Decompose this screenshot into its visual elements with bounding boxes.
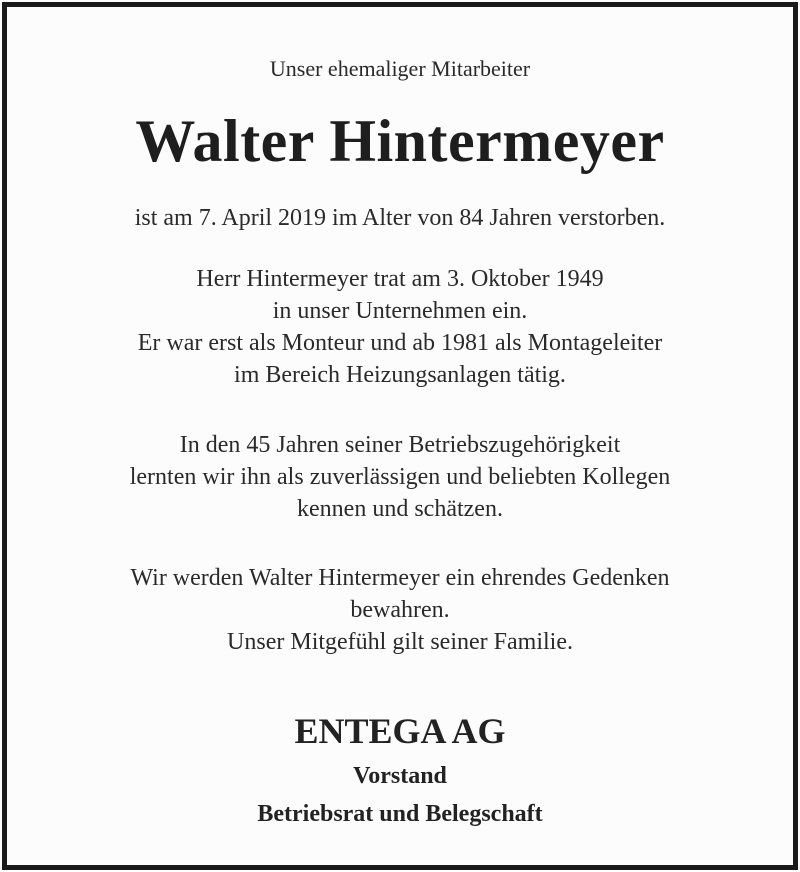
career-line: Er war erst als Monteur und ab 1981 als Montageleiter [137,330,663,356]
tribute-paragraph [7,429,793,525]
tribute-line: In den 45 Jahren seiner Betriebszugehörigkeit [179,432,621,458]
career-line: Herr Hintermeyer trat am 3. Oktober 1949 [196,266,604,292]
company-name: ENTEGA AG [294,711,506,751]
signatory-board: Vorstand [353,763,447,789]
career-line: in unser Unternehmen ein. [272,298,528,324]
death-announcement: ist am 7. April 2019 im Alter von 84 Jahren verstorben. [134,205,666,231]
tribute-line: kennen und schätzen. [297,496,503,522]
intro-line: Unser ehemaliger Mitarbeiter [269,56,531,81]
career-paragraph [7,263,793,391]
memory-paragraph [7,562,793,658]
memory-line: Wir werden Walter Hintermeyer ein ehrendes Gedenken [130,565,670,591]
memory-line: Unser Mitgefühl gilt seiner Familie. [227,629,573,655]
tribute-line: lernten wir ihn als zuverlässigen und beliebten Kollegen [129,464,671,490]
memory-line: bewahren. [350,597,450,623]
career-line: im Bereich Heizungsanlagen tätig. [234,362,566,388]
obituary-frame [2,2,798,870]
signatory-staff: Betriebsrat und Belegschaft [257,801,543,827]
deceased-name: Walter Hintermeyer [135,108,665,174]
